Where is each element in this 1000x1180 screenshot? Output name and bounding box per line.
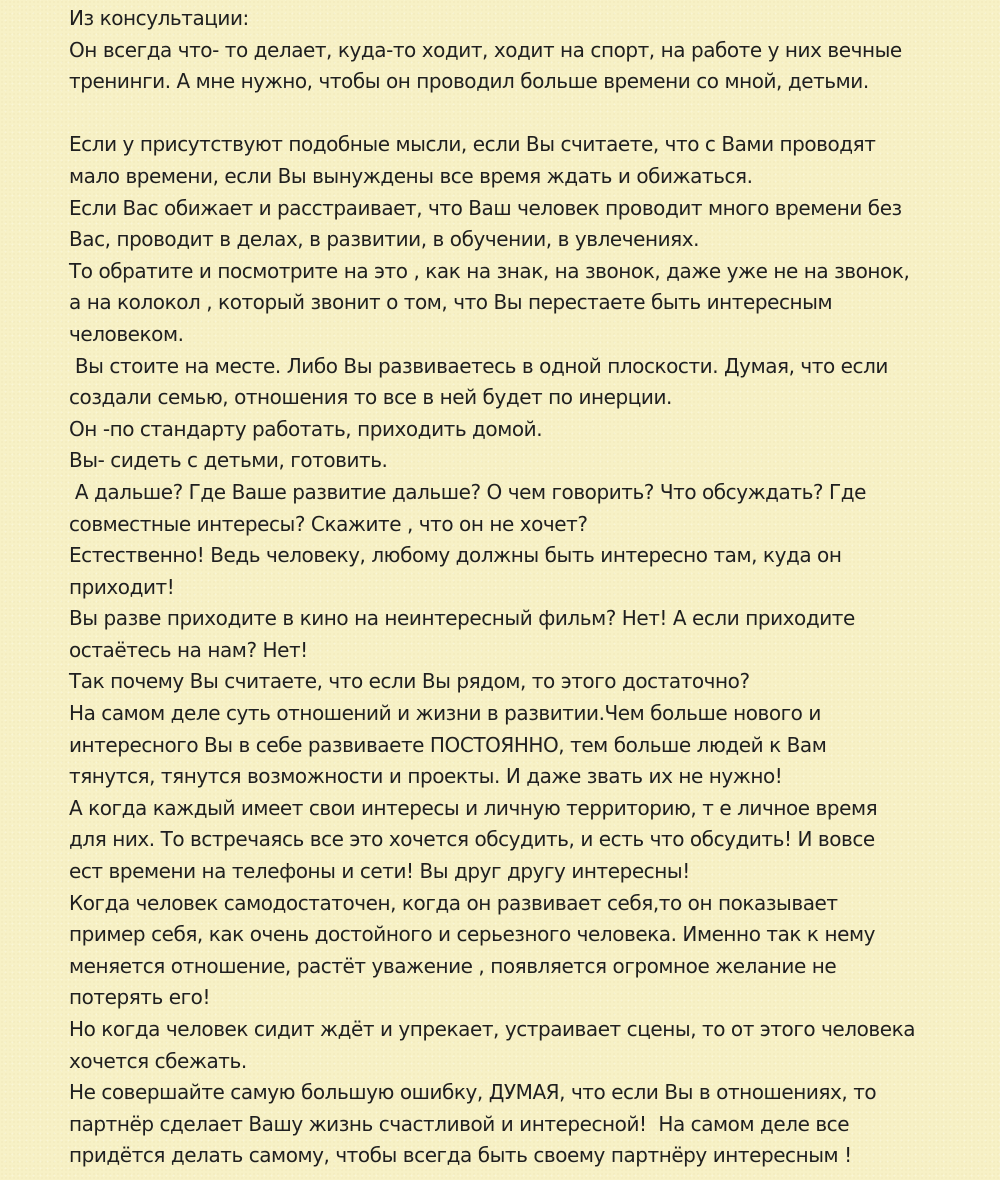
text-line: Но когда человек сидит ждёт и упрекает, устраивает сцены, то от этого человека xyxy=(69,1017,916,1041)
text-line: ест времени на телефоны и сети! Вы друг другу интересны! xyxy=(69,859,690,884)
text-line: Вас, проводит в делах, в развитии, в обучении, в увлечениях. xyxy=(69,227,700,252)
text-line: человеком. xyxy=(69,321,184,346)
text-line: Вы стоите на месте. Либо Вы развиваетесь в одной плоскости. Думая, что если xyxy=(69,353,888,378)
text-line: А когда каждый имеет свои интересы и личную территорию, т е личное время xyxy=(69,795,878,820)
text-line: А дальше? Где Ваше развитие дальше? О чем говорить? Что обсуждать? Где xyxy=(69,479,866,504)
text-line: хочется сбежать. xyxy=(69,1048,247,1073)
text-line: создали семью, отношения то все в ней будет по инерции. xyxy=(69,385,672,410)
blank-line xyxy=(69,98,994,130)
text-line: Вы- сидеть с детьми, готовить. xyxy=(69,448,388,473)
text-line: интересного Вы в себе развиваете ПОСТОЯННО, тем больше людей к Вам xyxy=(69,732,827,757)
article-text xyxy=(69,3,994,1172)
text-line: То обратите и посмотрите на это , как на знак, на звонок, даже уже не на звонок, xyxy=(69,258,910,283)
text-line: пример себя, как очень достойного и серьезного человека. Именно так к нему xyxy=(69,922,875,947)
text-line: мало времени, если Вы вынуждены все время ждать и обижаться. xyxy=(69,163,753,188)
text-line: Вы разве приходите в кино на неинтересный фильм? Нет! А если приходите xyxy=(69,606,855,631)
text-line: Из консультации: xyxy=(69,6,249,30)
text-line: совместные интересы? Скажите , что он не хочет? xyxy=(69,511,588,536)
text-line: потерять его! xyxy=(69,985,211,1010)
text-line: На самом деле суть отношений и жизни в развитии.Чем больше нового и xyxy=(69,701,821,726)
text-line: Если у присутствуют подобные мысли, если Вы считаете, что с Вами проводят xyxy=(69,132,876,157)
text-line: Не совершайте самую большую ошибку, ДУМАЯ, что если Вы в отношениях, то xyxy=(69,1080,877,1105)
text-line: придётся делать самому, чтобы всегда быть своему партнёру интересным ! xyxy=(69,1143,852,1168)
text-line: Если Вас обижает и расстраивает, что Ваш человек проводит много времени без xyxy=(69,195,902,220)
text-line: Так почему Вы считаете, что если Вы рядом, то этого достаточно? xyxy=(69,669,750,694)
text-line: меняется отношение, растёт уважение , появляется огромное желание не xyxy=(69,953,837,978)
text-line: Он -по стандарту работать, приходить домой. xyxy=(69,416,543,441)
text-line: Когда человек самодостаточен, когда он развивает себя,то он показывает xyxy=(69,890,838,915)
text-line: тянутся, тянутся возможности и проекты. И даже звать их не нужно! xyxy=(69,764,783,789)
text-line: а на колокол , который звонит о том, что Вы перестаете быть интересным xyxy=(69,290,833,315)
text-line: остаётесь на нам? Нет! xyxy=(69,637,308,662)
text-line: Естественно! Ведь человеку, любому должны быть интересно там, куда он xyxy=(69,543,842,568)
text-line: тренинги. А мне нужно, чтобы он проводил больше времени со мной, детьми. xyxy=(69,69,869,94)
text-line: для них. То встречаясь все это хочется обсудить, и есть что обсудить! И вовсе xyxy=(69,827,875,852)
text-line: приходит! xyxy=(69,574,175,599)
text-line: партнёр сделает Вашу жизнь счастливой и интересной! На самом деле все xyxy=(69,1111,850,1136)
text-line: Он всегда что- то делает, куда-то ходит, ходит на спорт, на работе у них вечные xyxy=(69,37,902,62)
